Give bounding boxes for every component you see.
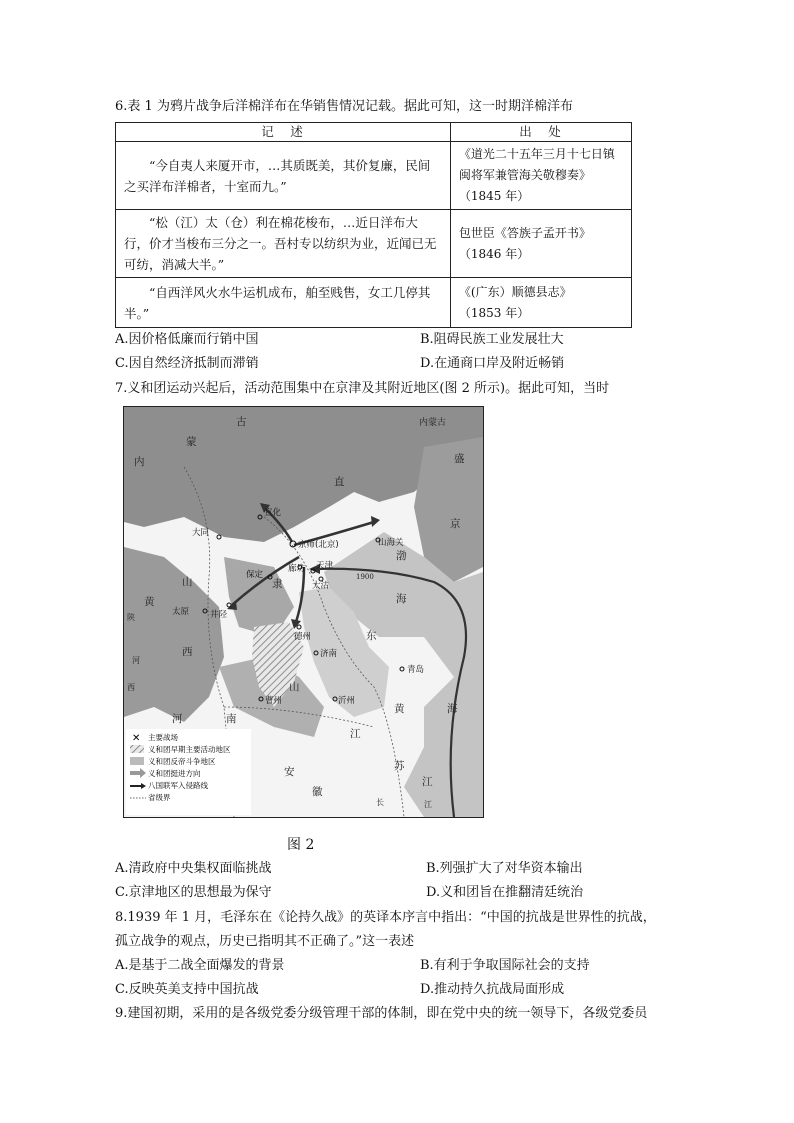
table-header-source: 出 处: [450, 123, 631, 142]
q6-option-a[interactable]: A.因价格低廉而行销中国: [115, 332, 259, 347]
record-cell: “松（江）太（仓）利在棉花梭布，…近日洋布大行，价才当梭布三分之一。吾村专以纺织为业，近闻已无可纺，消减大半。”: [116, 210, 451, 278]
legend-item: 义和团挺进方向: [148, 769, 201, 778]
figure-caption: 图 2: [287, 837, 315, 853]
legend-item: 义和团反帝斗争地区: [148, 757, 216, 766]
q7-option-d[interactable]: D.义和团旨在推翻清廷统治: [426, 885, 584, 900]
boxer-map: [123, 406, 484, 818]
region-label: 内: [134, 456, 145, 468]
region-label: 江: [424, 800, 432, 809]
source-year: （1846 年）: [458, 246, 530, 261]
city-label: 山海关: [378, 538, 404, 548]
table-row: [116, 142, 632, 210]
legend-item: 主要战场: [148, 733, 178, 742]
region-label: 黄: [394, 703, 405, 715]
region-label: 南: [226, 713, 237, 725]
q8-option-a[interactable]: A.是基于二战全面爆发的背景: [115, 958, 285, 973]
map-svg: [124, 407, 483, 817]
city-label: 廊坊: [288, 564, 306, 574]
region-label: 隶: [272, 578, 283, 590]
q8-option-d[interactable]: D.推动持久抗战局面形成: [420, 982, 565, 997]
map-year: 1900: [356, 573, 374, 581]
q7-option-b[interactable]: B.列强扩大了对华资本输出: [426, 861, 583, 876]
city-label: 曹州: [265, 696, 283, 706]
region-label: 山: [289, 681, 300, 693]
q6-table: [115, 122, 632, 328]
source-cell: [450, 142, 631, 210]
q6-stem: 6.表 1 为鸦片战争后洋棉洋布在华销售情况记载。据此可知，这一时期洋棉洋布: [115, 99, 573, 114]
table-header-record: 记 述: [116, 123, 451, 142]
source-cell: [450, 278, 631, 328]
region-label: 京: [450, 518, 461, 530]
region-label: 古: [236, 416, 247, 428]
city-label: 济南: [320, 649, 338, 659]
region-label: 盛: [454, 453, 465, 465]
q6-option-d[interactable]: D.在通商口岸及附近畅销: [420, 356, 565, 371]
region-label: 海: [447, 703, 458, 715]
city-label: 天津: [316, 561, 334, 571]
region-label: 直: [334, 476, 345, 488]
city-label: 大同: [192, 528, 210, 538]
q8-stem-line2: 孤立战争的观点，历史已指明其不正确了。”这一表述: [115, 934, 415, 949]
region-label: 苏: [394, 760, 405, 772]
region-label: 西: [127, 683, 135, 692]
q7-option-a[interactable]: A.清政府中央集权面临挑战: [115, 861, 272, 876]
legend-item: 省级界: [148, 793, 171, 802]
table-row: [116, 210, 632, 278]
city-label: 保定: [246, 570, 264, 580]
source-text: 《(广东）顺德县志》: [458, 284, 572, 299]
legend-item: 八国联军入侵路线: [148, 781, 208, 790]
source-year: （1845 年）: [458, 189, 530, 203]
q8-option-c[interactable]: C.反映英美支持中国抗战: [115, 982, 259, 997]
region-label: 内蒙古: [419, 418, 447, 428]
city-label: 太原: [172, 607, 190, 617]
region-label: 长: [376, 798, 384, 807]
source-text: 《道光二十五年三月十七日镇闽将军兼管海关敬穆奏》: [458, 147, 615, 182]
q6-option-b[interactable]: B.阻碍民族工业发展壮大: [420, 332, 564, 347]
record-cell: “自西洋风火水牛运机成布，舶至贱售，女工几停其半。”: [116, 278, 451, 328]
battlefield-icon: ✕: [132, 733, 141, 744]
region-label: 河: [172, 713, 183, 725]
legend-item: 义和团早期主要活动地区: [148, 745, 231, 754]
region-label: 西: [182, 646, 193, 658]
city-label: 宣化: [264, 508, 282, 518]
city-label: 大沽: [312, 581, 330, 591]
region-label: 黄: [144, 596, 155, 608]
q7-stem: 7.义和团运动兴起后，活动范围集中在京津及其附近地区(图 2 所示)。据此可知，当时: [115, 381, 610, 396]
q8-stem-line1: 8.1939 年 1 月，毛泽东在《论持久战》的英译本序言中指出：“中国的抗战是世界性的抗战，: [115, 910, 656, 925]
region-label: 安: [284, 766, 295, 778]
q9-stem: 9.建国初期，采用的是各级党委分级管理干部的体制，即在党中央的统一领导下，各级党委员: [115, 1006, 648, 1021]
q8-option-b[interactable]: B.有利于争取国际社会的支持: [420, 958, 590, 973]
region-label: 山: [182, 576, 193, 588]
region-label: 徽: [312, 786, 323, 798]
region-label: 海: [396, 593, 407, 605]
region-label: 渤: [396, 550, 407, 562]
source-year: （1853 年）: [458, 305, 530, 320]
region-label: 陕: [127, 613, 135, 622]
region-label: 江: [350, 728, 361, 740]
region-label: 蒙: [186, 436, 197, 448]
city-label: 德州: [294, 632, 312, 642]
city-label: 井陉: [210, 610, 228, 620]
record-cell: “今自夷人来厦开市，…其质既美，其价复廉，民间之买洋布洋棉者，十室而九。”: [116, 142, 451, 210]
q7-option-c[interactable]: C.京津地区的思想最为保守: [115, 885, 272, 900]
source-text: 包世臣《答族子孟开书》: [458, 225, 591, 240]
source-cell: [450, 210, 631, 278]
city-label: 京师(北京): [298, 540, 339, 550]
q6-option-c[interactable]: C.因自然经济抵制而滞销: [115, 356, 259, 371]
table-row: [116, 278, 632, 328]
city-label: 青岛: [407, 665, 425, 675]
region-label: 东: [366, 630, 377, 642]
region-label: 江: [422, 776, 433, 788]
region-label: 河: [132, 656, 140, 665]
city-label: 沂州: [338, 696, 356, 706]
map-legend: [126, 729, 251, 815]
